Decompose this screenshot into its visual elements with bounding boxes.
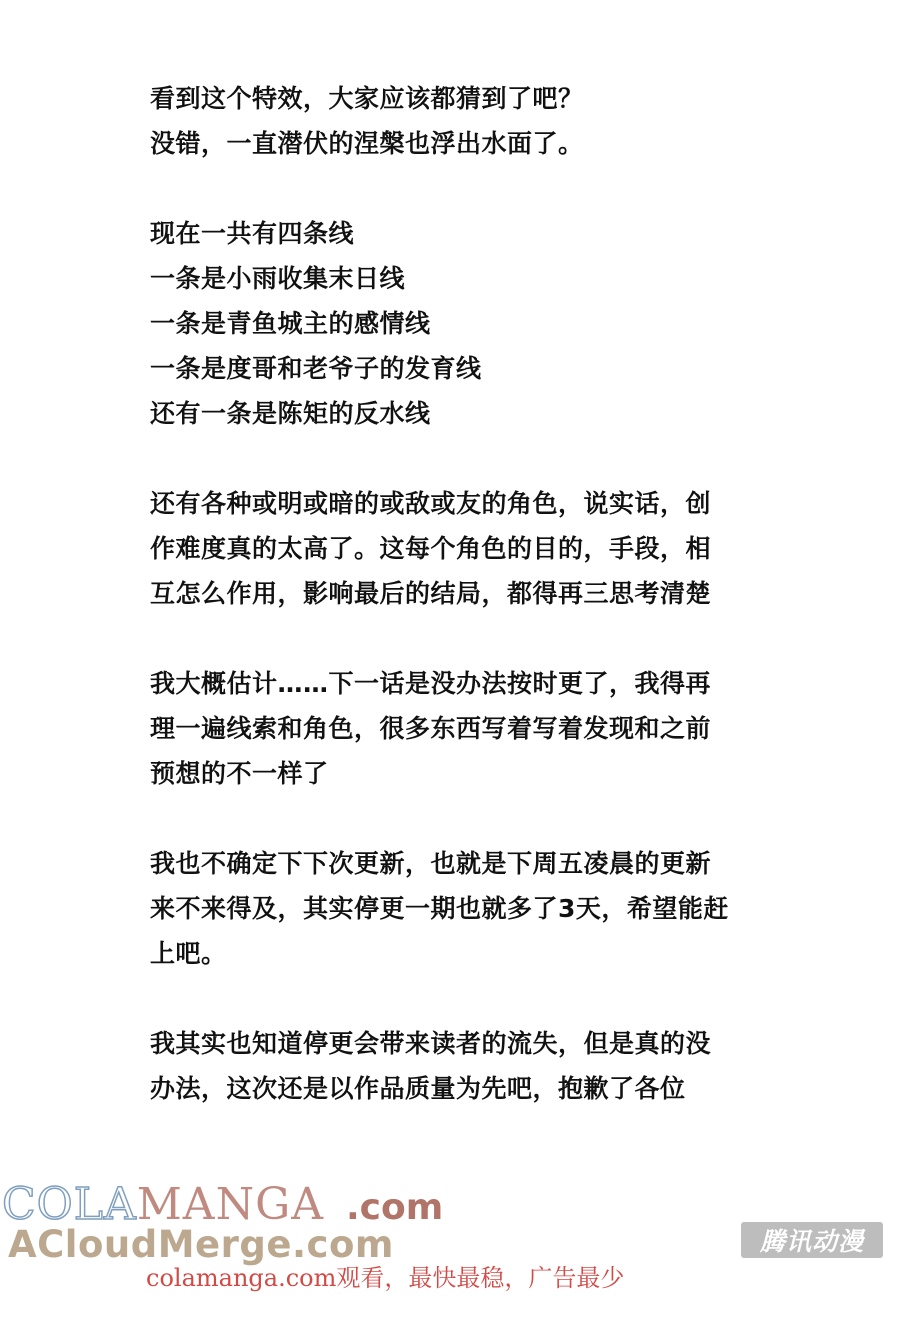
note-line: 来不来得及，其实停更一期也就多了3天，希望能赶 xyxy=(150,894,729,923)
watermark-cola-text: COLA xyxy=(2,1179,137,1230)
paragraph-gap xyxy=(150,976,760,1021)
note-line: 预想的不一样了 xyxy=(150,759,329,788)
author-note xyxy=(150,76,760,1111)
note-line: 看到这个特效，大家应该都猜到了吧？ xyxy=(150,84,584,113)
note-line: 办法，这次还是以作品质量为先吧，抱歉了各位 xyxy=(150,1074,686,1103)
note-line: 现在一共有四条线 xyxy=(150,219,355,248)
tencent-comic-logo-text: 腾讯动漫 xyxy=(759,1227,864,1256)
note-line: 一条是青鱼城主的感情线 xyxy=(150,309,431,338)
note-line: 互怎么作用，影响最后的结局，都得再三思考清楚 xyxy=(150,579,712,608)
tencent-comic-logo xyxy=(741,1222,883,1258)
paragraph-gap xyxy=(150,796,760,841)
note-line: 一条是小雨收集末日线 xyxy=(150,264,406,293)
note-line: 还有一条是陈矩的反水线 xyxy=(150,399,431,428)
note-line: 还有各种或明或暗的或敌或友的角色，说实话，创 xyxy=(150,489,712,518)
note-line: 没错，一直潜伏的涅槃也浮出水面了。 xyxy=(150,129,584,158)
note-line: 我其实也知道停更会带来读者的流失，但是真的没 xyxy=(150,1029,712,1058)
note-line: 一条是度哥和老爷子的发育线 xyxy=(150,354,482,383)
note-line: 理一遍线索和角色，很多东西写着写着发现和之前 xyxy=(150,714,712,743)
note-line: 上吧。 xyxy=(150,939,227,968)
paragraph-gap xyxy=(150,616,760,661)
site-ad-text: colamanga.com观看，最快最稳，广告最少 xyxy=(146,1264,625,1292)
paragraph-gap xyxy=(150,166,760,211)
acloudmerge-watermark: ACloudMerge.com xyxy=(8,1223,394,1266)
note-line: 我也不确定下下次更新，也就是下周五凌晨的更新 xyxy=(150,849,712,878)
note-line: 作难度真的太高了。这每个角色的目的，手段，相 xyxy=(150,534,712,563)
note-line: 我大概估计……下一话是没办法按时更了，我得再 xyxy=(150,669,712,698)
paragraph-gap xyxy=(150,436,760,481)
watermark-com-text: .com xyxy=(346,1187,444,1228)
watermark-manga-text: MANGA xyxy=(136,1179,324,1230)
